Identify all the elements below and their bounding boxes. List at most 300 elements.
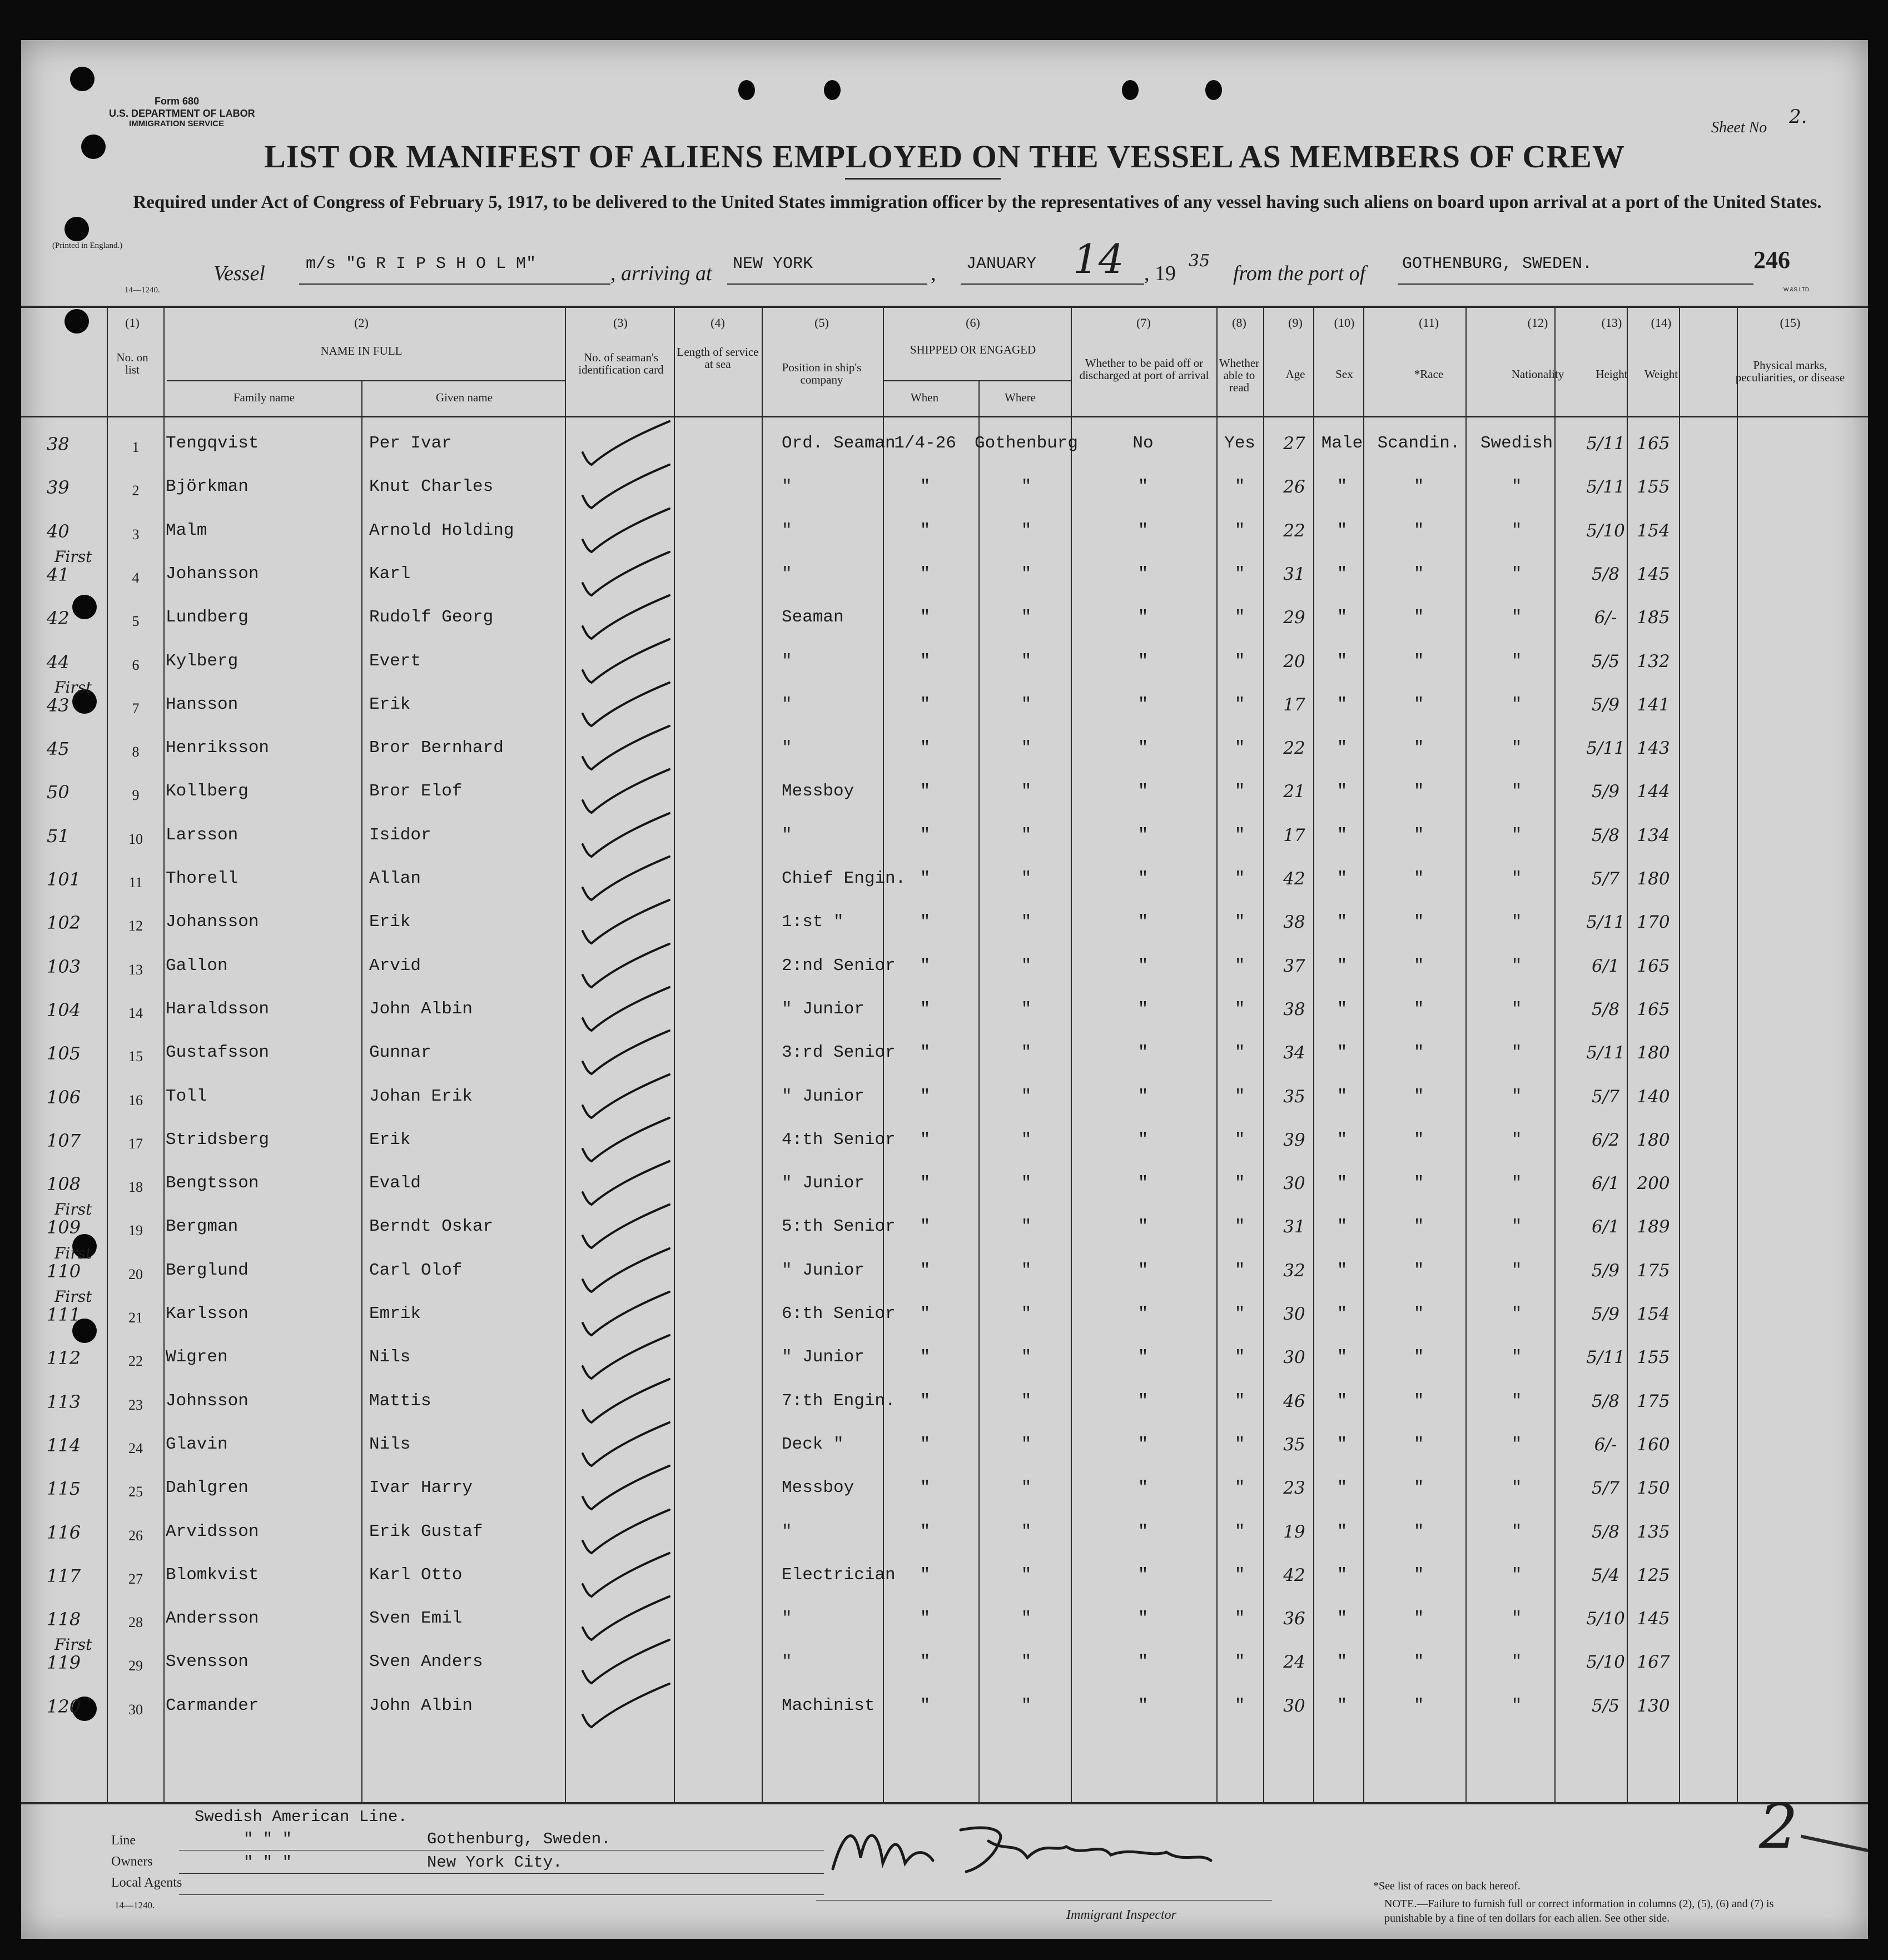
race: ": [1413, 608, 1424, 628]
family-name: Kollberg: [166, 782, 249, 802]
weight: 135: [1637, 1521, 1670, 1542]
shipped-when: ": [920, 956, 931, 976]
date-rule: [961, 283, 1144, 285]
able-to-read: ": [1234, 1043, 1245, 1063]
company-name: Swedish American Line.: [195, 1808, 408, 1826]
sex: ": [1336, 1391, 1348, 1411]
shipped-when: ": [920, 1391, 931, 1411]
sex: ": [1336, 999, 1348, 1019]
paid-off: ": [1137, 608, 1149, 628]
paid-off: ": [1137, 956, 1149, 976]
header-bottom-rule: [21, 416, 1868, 417]
arrival-port: NEW YORK: [733, 255, 813, 273]
margin-number: 103: [47, 956, 81, 977]
weight: 165: [1637, 956, 1670, 976]
paid-off: ": [1137, 1086, 1149, 1106]
shipped-when: ": [920, 782, 931, 802]
able-to-read: ": [1234, 912, 1245, 932]
weight: 145: [1637, 1609, 1670, 1629]
weight: 170: [1637, 912, 1670, 933]
family-name: Haraldsson: [166, 999, 270, 1019]
nationality: ": [1511, 825, 1522, 845]
shipped-when: ": [920, 1565, 931, 1585]
shipped-when: ": [920, 1130, 931, 1150]
check-mark: [576, 1506, 687, 1556]
shipped-where: ": [1021, 912, 1032, 932]
family-name: Bengtsson: [166, 1173, 259, 1193]
check-mark: [576, 636, 687, 686]
given-name: Sven Emil: [369, 1609, 463, 1629]
list-number: 11: [128, 874, 143, 891]
sex: ": [1336, 825, 1348, 845]
shipped-when: ": [920, 1695, 931, 1715]
owners-ditto: " " ": [244, 1853, 292, 1872]
nationality: ": [1511, 1652, 1522, 1672]
table-bottom-rule: [21, 1802, 1868, 1804]
given-name: Erik: [369, 912, 411, 932]
first-trip-note: First: [54, 1243, 92, 1262]
height: 6/-: [1594, 1434, 1617, 1455]
sex: ": [1336, 956, 1348, 976]
given-name: Gunnar: [369, 1043, 431, 1063]
family-name: Bergman: [166, 1217, 239, 1237]
list-number: 29: [128, 1658, 143, 1674]
age: 39: [1283, 1130, 1305, 1150]
margin-number: 107: [47, 1130, 81, 1151]
col-num-8: (8): [1232, 316, 1246, 330]
paid-off: ": [1137, 1565, 1149, 1585]
able-to-read: ": [1234, 1347, 1245, 1367]
age: 17: [1283, 825, 1305, 845]
given-name: Per Ivar: [369, 434, 452, 453]
race: ": [1413, 1652, 1424, 1672]
age: 30: [1283, 1304, 1305, 1324]
shipped-where: ": [1021, 477, 1032, 497]
check-mark: [576, 1201, 687, 1251]
position: ": [782, 1652, 792, 1672]
punch-hole: [738, 80, 755, 100]
year-prefix: , 19: [1144, 262, 1176, 285]
given-name: Evert: [369, 651, 421, 671]
footer-rule: [179, 1873, 824, 1874]
paid-off: ": [1137, 1130, 1149, 1150]
table-row: [21, 471, 1868, 515]
height: 5/9: [1592, 694, 1619, 715]
shipped-where: ": [1021, 1217, 1032, 1237]
given-name: Johan Erik: [369, 1086, 473, 1106]
check-mark: [576, 461, 687, 511]
able-to-read: ": [1234, 651, 1245, 671]
header-no-on-list: No. on list: [116, 351, 148, 376]
check-mark: [576, 1419, 687, 1469]
table-top-rule: [21, 306, 1868, 308]
weight: 189: [1637, 1217, 1670, 1237]
penalty-note: NOTE.—Failure to furnish full or correct information in columns (2), (5), (6) and (7) is punishable by a fine of ten dollars for each alien. See other side.: [1384, 1898, 1774, 1924]
weight: 154: [1637, 520, 1670, 541]
able-to-read: ": [1234, 1086, 1245, 1106]
age: 17: [1283, 694, 1305, 715]
col-num-6: (6): [966, 316, 980, 330]
paid-off: No: [1132, 434, 1154, 453]
col-num-3: (3): [613, 316, 628, 330]
shipped-when: ": [920, 999, 931, 1019]
check-mark: [576, 1071, 687, 1121]
height: 5/4: [1592, 1565, 1619, 1585]
margin-number: 115: [47, 1478, 81, 1500]
able-to-read: ": [1234, 1652, 1245, 1672]
age: 31: [1283, 1217, 1305, 1237]
age: 42: [1283, 869, 1305, 889]
margin-number: 40: [47, 520, 69, 542]
margin-number: 50: [47, 782, 69, 803]
given-name: Arvid: [369, 956, 421, 976]
shipped-when: ": [920, 608, 931, 628]
sex: ": [1336, 1043, 1348, 1063]
table-row: [21, 1037, 1868, 1081]
shipped-where: ": [1021, 1391, 1032, 1411]
sex: ": [1336, 608, 1348, 628]
check-mark: [576, 1593, 687, 1643]
race: ": [1413, 956, 1424, 976]
list-number: 15: [128, 1048, 143, 1065]
given-name: Nils: [369, 1347, 411, 1367]
weight: 165: [1637, 434, 1670, 454]
weight: 130: [1637, 1695, 1670, 1716]
shipped-where: ": [1021, 1304, 1032, 1324]
paid-off: ": [1137, 912, 1149, 932]
shipped-where: ": [1021, 825, 1032, 845]
height: 5/9: [1592, 782, 1619, 802]
paid-off: ": [1137, 1260, 1149, 1280]
position: ": [782, 520, 792, 540]
sex: ": [1336, 694, 1348, 714]
age: 27: [1283, 434, 1305, 454]
nationality: ": [1511, 1609, 1522, 1629]
nationality: ": [1511, 608, 1522, 628]
shipped-when: ": [920, 1086, 931, 1106]
table-row: [21, 1168, 1868, 1211]
shipped-when: ": [920, 1521, 931, 1541]
list-number: 16: [128, 1092, 143, 1108]
nationality: ": [1511, 1173, 1522, 1193]
shipped-when: ": [920, 564, 931, 584]
family-name: Karlsson: [166, 1304, 249, 1324]
nationality: ": [1511, 912, 1522, 932]
table-row: [21, 733, 1868, 776]
shipped-where: ": [1021, 738, 1032, 758]
race: ": [1413, 564, 1424, 584]
shipped-where: ": [1021, 1173, 1032, 1193]
height: 6/1: [1592, 1173, 1619, 1194]
weight: 132: [1637, 651, 1670, 671]
position: " Junior: [782, 999, 864, 1019]
able-to-read: ": [1234, 1521, 1245, 1541]
paid-off: ": [1137, 738, 1149, 758]
age: 26: [1283, 477, 1305, 498]
paid-off: ": [1137, 1217, 1149, 1237]
weight: 185: [1637, 608, 1670, 628]
weight: 180: [1637, 869, 1670, 889]
family-name: Larsson: [166, 825, 239, 845]
given-name: Sven Anders: [369, 1652, 483, 1672]
check-mark: [576, 1027, 687, 1077]
first-trip-note: First: [54, 547, 92, 566]
race: ": [1413, 1130, 1424, 1150]
race: ": [1413, 912, 1424, 932]
col-num-7: (7): [1136, 316, 1151, 330]
family-name: Henriksson: [166, 738, 270, 758]
given-name: Karl Otto: [369, 1565, 463, 1585]
table-row: [21, 820, 1868, 863]
shipped-where: ": [1021, 694, 1032, 714]
height: 5/5: [1592, 1695, 1619, 1716]
shipped-where: ": [1021, 1260, 1032, 1280]
sex: Male: [1321, 434, 1363, 453]
punch-hole: [824, 80, 841, 100]
given-name: Mattis: [369, 1391, 431, 1411]
height: 5/8: [1592, 564, 1619, 584]
table-row: [21, 1473, 1868, 1516]
nationality: ": [1511, 564, 1522, 584]
sex: ": [1336, 738, 1348, 758]
col-num-13: (13): [1601, 316, 1622, 330]
table-row: [21, 1287, 1868, 1342]
shipped-when: ": [920, 1609, 931, 1629]
list-number: 26: [128, 1527, 143, 1544]
nationality: ": [1511, 1521, 1522, 1541]
given-name: Bror Bernhard: [369, 738, 504, 758]
paid-off: ": [1137, 1173, 1149, 1193]
arrival-month: JANUARY: [966, 255, 1037, 273]
agents-label: Local Agents: [111, 1876, 182, 1890]
shipped-where: ": [1021, 1652, 1032, 1672]
weight: 145: [1637, 564, 1670, 584]
nationality: ": [1511, 1478, 1522, 1498]
weight: 200: [1637, 1173, 1670, 1194]
col-num-11: (11): [1419, 316, 1439, 330]
margin-number: 114: [47, 1434, 81, 1456]
header-paid-off: Whether to be paid off or discharged at port of arrival: [1079, 356, 1209, 382]
height: 5/9: [1592, 1260, 1619, 1281]
age: 42: [1283, 1565, 1305, 1585]
able-to-read: ": [1234, 477, 1245, 497]
sheet-label: Sheet No: [1711, 119, 1767, 136]
sex: ": [1336, 520, 1348, 540]
list-number: 30: [128, 1701, 143, 1718]
nationality: ": [1511, 1347, 1522, 1367]
check-mark: [576, 1462, 687, 1513]
list-number: 8: [132, 744, 140, 760]
paid-off: ": [1137, 1347, 1149, 1367]
table-row: [21, 1690, 1868, 1734]
margin-number: 120: [47, 1695, 81, 1717]
check-mark: [576, 1636, 687, 1687]
punch-hole: [70, 67, 95, 91]
able-to-read: Yes: [1224, 434, 1255, 453]
list-number: 22: [128, 1353, 143, 1370]
shipped-where: ": [1021, 999, 1032, 1019]
nationality: ": [1511, 694, 1522, 714]
shipped-when: ": [920, 694, 931, 714]
col-num-15: (15): [1780, 316, 1801, 330]
sex: ": [1336, 564, 1348, 584]
position: ": [782, 564, 792, 584]
header-sex: Sex: [1335, 367, 1353, 381]
signature-rule: [816, 1900, 1272, 1901]
weight: 175: [1637, 1391, 1670, 1411]
punch-hole: [64, 217, 89, 241]
shipped-where: ": [1021, 1565, 1032, 1585]
position: Deck ": [782, 1434, 844, 1454]
paid-off: ": [1137, 1609, 1149, 1629]
weight: 154: [1637, 1304, 1670, 1324]
family-name: Arvidsson: [166, 1521, 259, 1541]
position: Chief Engin.: [782, 869, 906, 888]
margin-number: 45: [47, 738, 69, 760]
weight: 150: [1637, 1478, 1670, 1499]
given-name: Knut Charles: [369, 477, 494, 497]
position: ": [782, 651, 792, 671]
check-mark: [576, 679, 687, 729]
col-num-1: (1): [125, 316, 140, 330]
list-number: 21: [128, 1310, 143, 1326]
list-number: 5: [132, 613, 140, 630]
header-marks: Physical marks, peculiarities, or disease: [1735, 359, 1845, 384]
margin-number: 106: [47, 1086, 81, 1108]
sex: ": [1336, 1652, 1348, 1672]
able-to-read: ": [1234, 1478, 1245, 1498]
shipped-when: ": [920, 651, 931, 671]
owners-city: New York City.: [427, 1853, 563, 1872]
paid-off: ": [1137, 1043, 1149, 1063]
table-row: [21, 1560, 1868, 1603]
col-num-4: (4): [711, 316, 725, 330]
punch-hole: [1205, 80, 1222, 100]
margin-number: 116: [47, 1521, 81, 1543]
nationality: ": [1511, 1043, 1522, 1063]
weight: 175: [1637, 1260, 1670, 1281]
list-number: 7: [132, 700, 140, 717]
position: ": [782, 1609, 792, 1629]
family-name: Gallon: [166, 956, 228, 976]
shipped-where: Gothenburg: [974, 434, 1079, 453]
header-shipped: SHIPPED OR ENGAGED: [910, 343, 1036, 356]
able-to-read: ": [1234, 520, 1245, 540]
shipped-when: ": [920, 477, 931, 497]
sex: ": [1336, 782, 1348, 802]
position: " Junior: [782, 1173, 864, 1193]
sex: ": [1336, 1173, 1348, 1193]
height: 5/5: [1592, 651, 1619, 671]
table-row: [21, 547, 1868, 602]
height: 5/10: [1586, 1609, 1625, 1629]
race: ": [1413, 1086, 1424, 1106]
list-number: 4: [132, 569, 140, 586]
paid-off: ": [1137, 564, 1149, 584]
given-name: Erik: [369, 694, 411, 714]
family-name: Johansson: [166, 564, 259, 584]
able-to-read: ": [1234, 1260, 1245, 1280]
weight: 155: [1637, 1347, 1670, 1368]
shipped-where: ": [1021, 956, 1032, 976]
shipped-when: 1/4-26: [894, 434, 956, 453]
table-row: [21, 646, 1868, 689]
check-mark: [576, 1332, 687, 1382]
margin-number: 44: [47, 651, 69, 673]
list-number: 1: [132, 439, 140, 455]
given-name: Erik Gustaf: [369, 1521, 483, 1541]
position: ": [782, 825, 792, 845]
age: 23: [1283, 1478, 1305, 1499]
sex: ": [1336, 651, 1348, 671]
paid-off: ": [1137, 869, 1149, 888]
vessel-label: Vessel: [213, 262, 265, 285]
owners-label: Owners: [111, 1854, 153, 1869]
header-given-name: Given name: [435, 391, 493, 404]
line-label: Line: [111, 1833, 136, 1848]
table-row: [21, 1635, 1868, 1690]
race: ": [1413, 782, 1424, 802]
printer-mark: W.&S.LTD.: [1783, 287, 1811, 293]
position: Messboy: [782, 1478, 854, 1498]
check-mark: [576, 1158, 687, 1208]
nationality: ": [1511, 520, 1522, 540]
nationality: ": [1511, 1130, 1522, 1150]
age: 21: [1283, 782, 1305, 802]
position: ": [782, 694, 792, 714]
list-number: 19: [128, 1222, 143, 1239]
shipped-when: ": [920, 1434, 931, 1454]
position: " Junior: [782, 1260, 864, 1280]
nationality: ": [1511, 1304, 1522, 1324]
check-mark: [576, 418, 687, 468]
able-to-read: ": [1234, 1130, 1245, 1150]
shipped-subrule: [883, 380, 1071, 381]
arrival-year: 35: [1189, 251, 1210, 271]
header-where: Where: [1005, 391, 1036, 404]
shipped-where: ": [1021, 1130, 1032, 1150]
paid-off: ": [1137, 1652, 1149, 1672]
check-mark: [576, 505, 687, 555]
shipped-where: ": [1021, 869, 1032, 888]
paid-off: ": [1137, 1434, 1149, 1454]
margin-number: 101: [47, 869, 81, 890]
position: Seaman: [782, 608, 844, 628]
shipped-when: ": [920, 1347, 931, 1367]
paid-off: ": [1137, 1478, 1149, 1498]
able-to-read: ": [1234, 956, 1245, 976]
check-mark: [576, 1245, 687, 1295]
nationality: ": [1511, 869, 1522, 888]
paid-off: ": [1137, 1521, 1149, 1541]
family-name: Glavin: [166, 1434, 228, 1454]
table-row: [21, 515, 1868, 559]
list-number: 2: [132, 482, 140, 499]
weight: 167: [1637, 1652, 1670, 1673]
position: 2:nd Senior: [782, 956, 896, 976]
col-num-9: (9): [1288, 316, 1303, 330]
height: 5/11: [1586, 738, 1625, 759]
race: ": [1413, 1434, 1424, 1454]
age: 24: [1283, 1652, 1305, 1673]
able-to-read: ": [1234, 825, 1245, 845]
given-name: Bror Elof: [369, 782, 463, 802]
position: Messboy: [782, 782, 854, 802]
family-name: Björkman: [166, 477, 249, 497]
weight: 180: [1637, 1043, 1670, 1063]
position: " Junior: [782, 1347, 864, 1367]
able-to-read: ": [1234, 999, 1245, 1019]
